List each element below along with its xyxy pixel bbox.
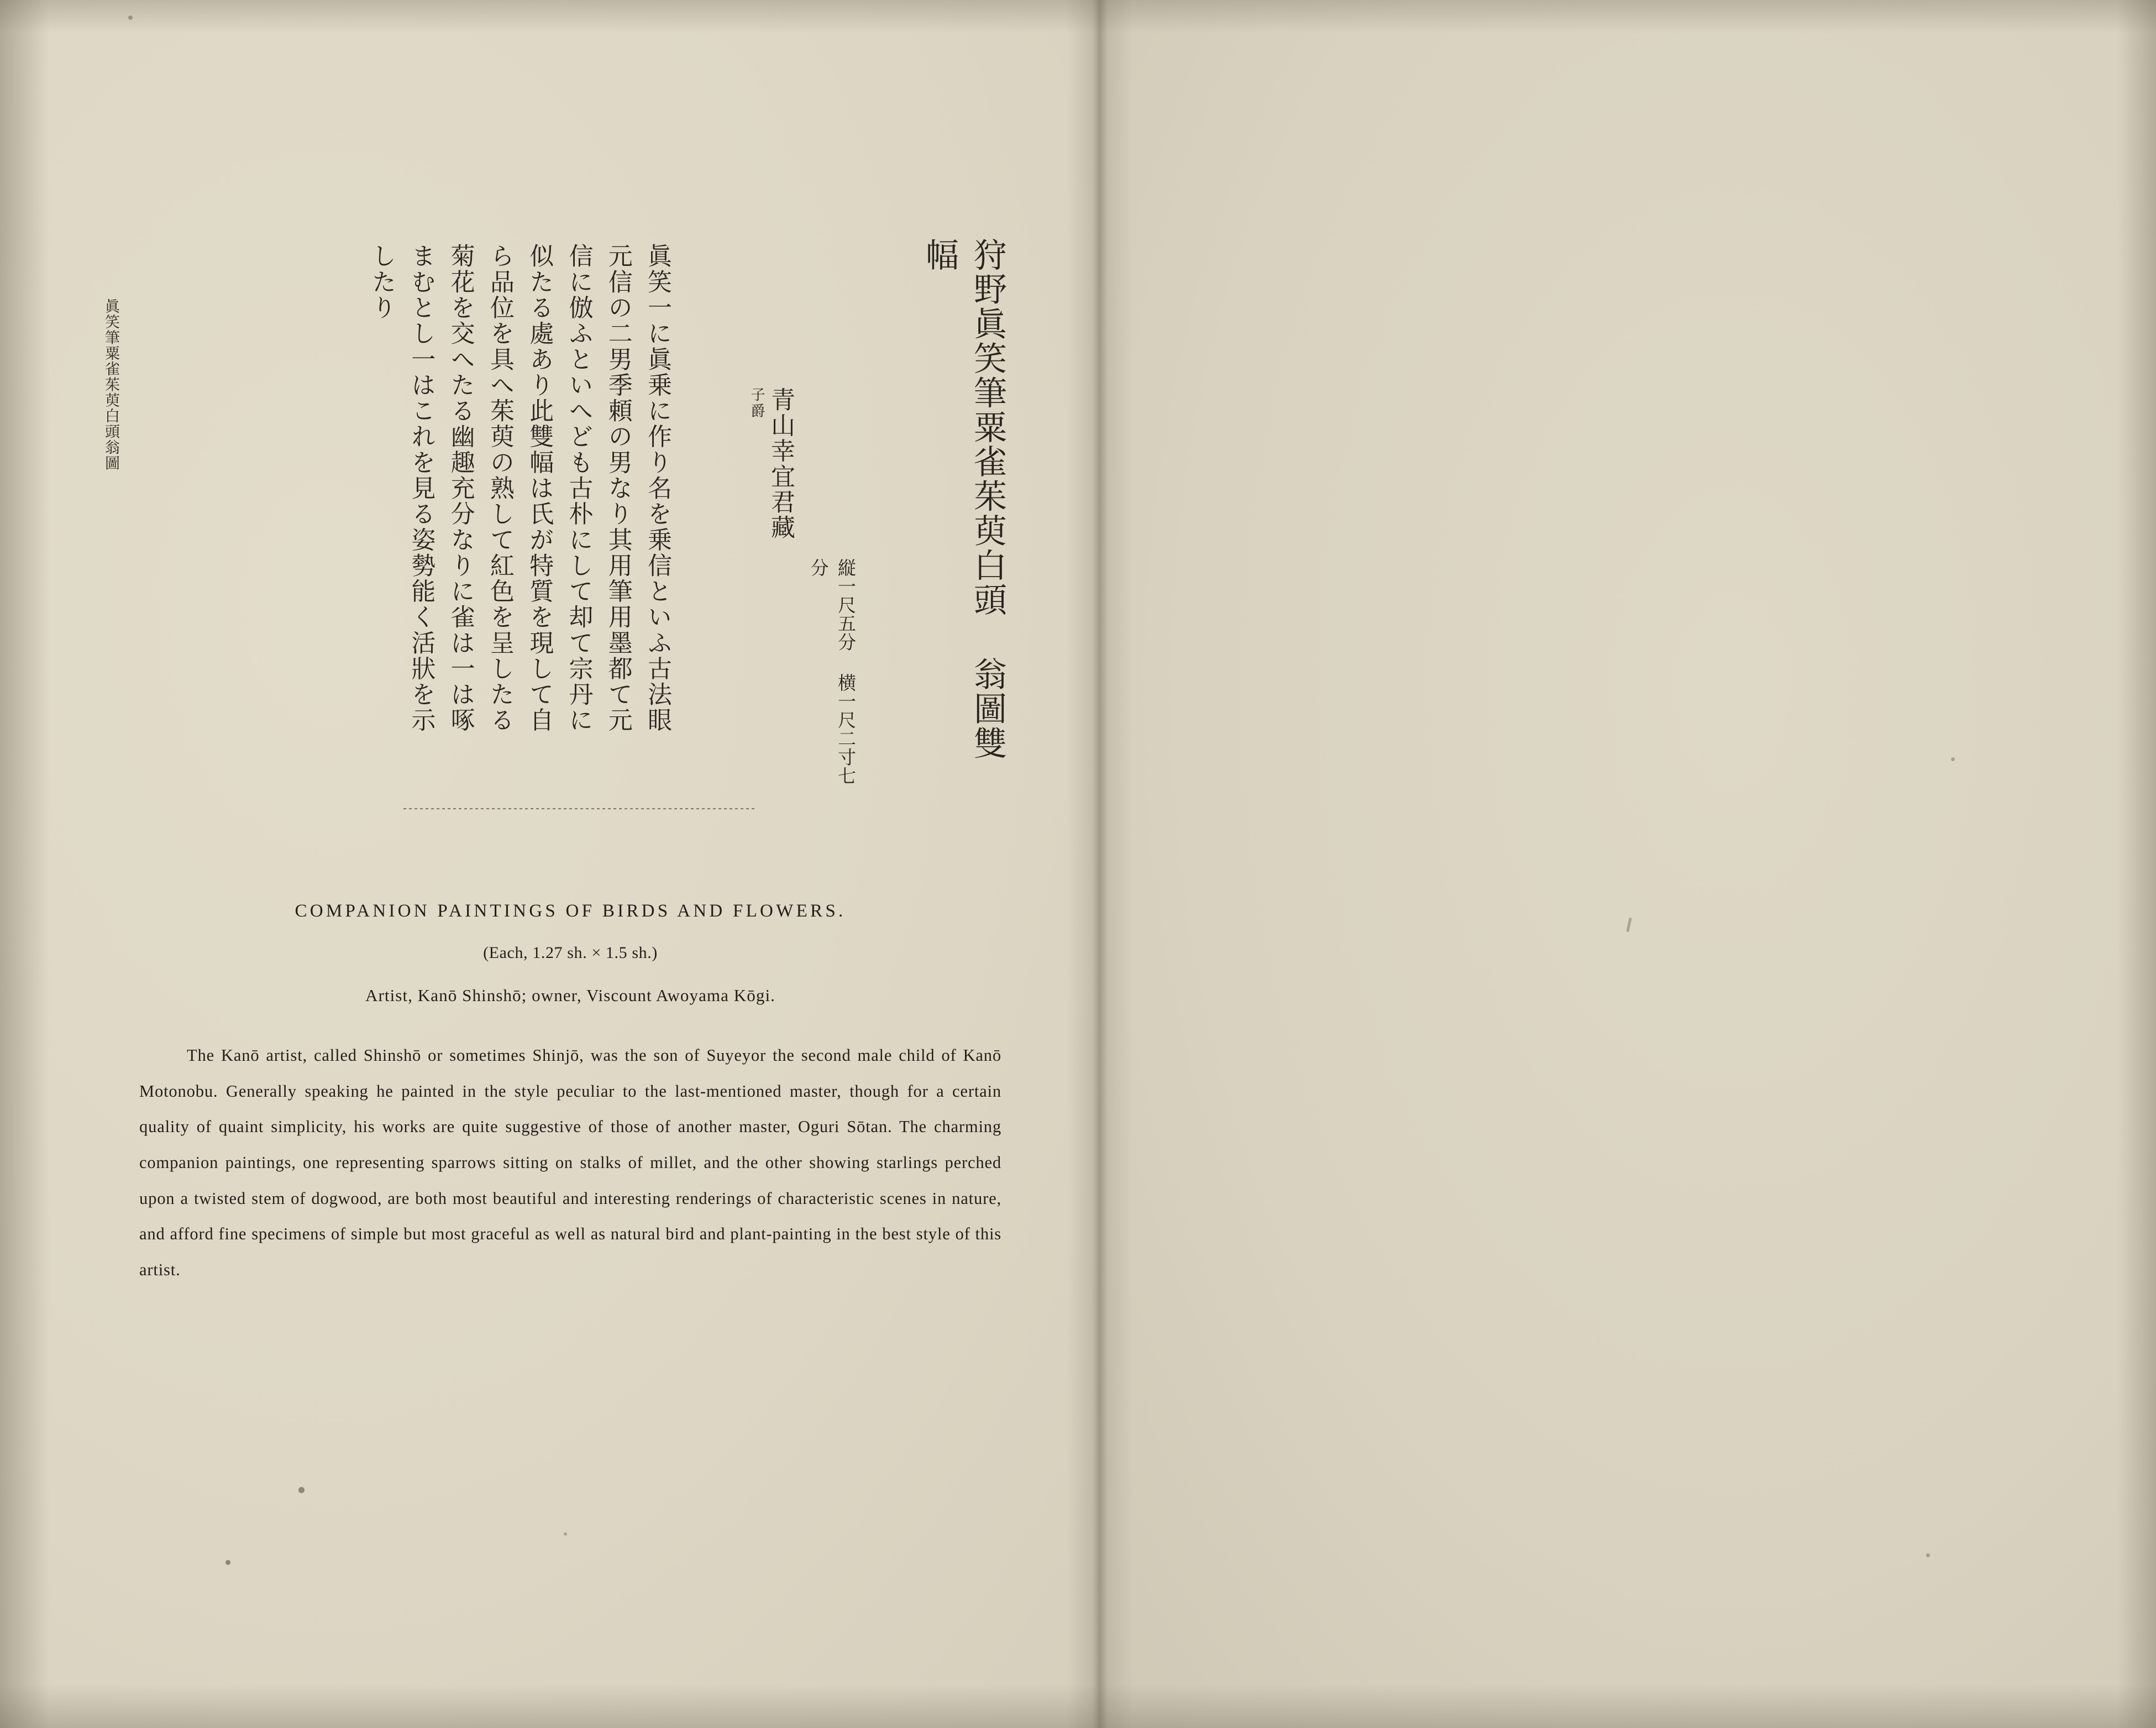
paper-speck: [298, 1487, 305, 1493]
english-body-paragraph: The Kanō artist, called Shinshō or sometimes Shinjō, was the son of Suyeyor the second male child of Kanō Motonobu. Generally speaking he painted in the style peculiar to the last-mentioned master, though for a certain quality of quaint simplicity, his works are quite suggestive of those of another master, Oguri Sōtan. The charming companion paintings, one representing sparrows sitting on stalks of millet, and the other showing starlings perched upon a twisted stem of dogwood, are both most beautiful and interesting renderings of characteristic scenes in nature, and afford fine specimens of simple but most graceful as well as natural bird and plant-painting in the best style of this artist.: [139, 1046, 1001, 1279]
artwork-dimensions: 縦一尺五分 横一尺二寸七分: [807, 558, 857, 785]
running-side-label: 眞笑筆粟雀茱萸白頭翁圖: [102, 299, 119, 471]
owner-name: 青山幸宜君藏: [767, 387, 795, 541]
paper-speck: [1926, 1553, 1930, 1557]
owner-title-prefix: 子爵: [748, 387, 765, 420]
paper-speck: [128, 15, 133, 20]
japanese-title: 狩野眞笑筆粟雀茱萸白頭 翁圖雙幅: [920, 238, 1007, 761]
section-divider: [403, 808, 757, 809]
paper-speck: [1626, 918, 1632, 932]
paper-speck: [225, 1560, 230, 1565]
paper-speck: [1951, 757, 1955, 761]
right-page-blank: [1097, 0, 2156, 1728]
english-section: [139, 901, 1001, 1288]
english-heading: COMPANION PAINTINGS OF BIRDS AND FLOWERS.: [295, 901, 846, 921]
english-subheading: (Each, 1.27 sh. × 1.5 sh.): [483, 944, 658, 962]
paper-speck: [564, 1532, 567, 1536]
japanese-body-text: 眞笑一に眞乗に作り名を乗信といふ古法眼元信の二男季頼の男なり其用筆用墨都て元信に倣ふといへども古朴にして却て宗丹に似たる處あり此雙幅は氏が特質を現して自ら品位を具へ茱萸の熟して紅色を呈したる菊花を交へたる幽趣充分なりに雀は一は啄まむとし一はこれを見る姿勢能く活狀を示したり: [368, 243, 672, 734]
english-credit-line: Artist, Kanō Shinshō; owner, Viscount Awoyama Kōgi.: [365, 986, 775, 1005]
